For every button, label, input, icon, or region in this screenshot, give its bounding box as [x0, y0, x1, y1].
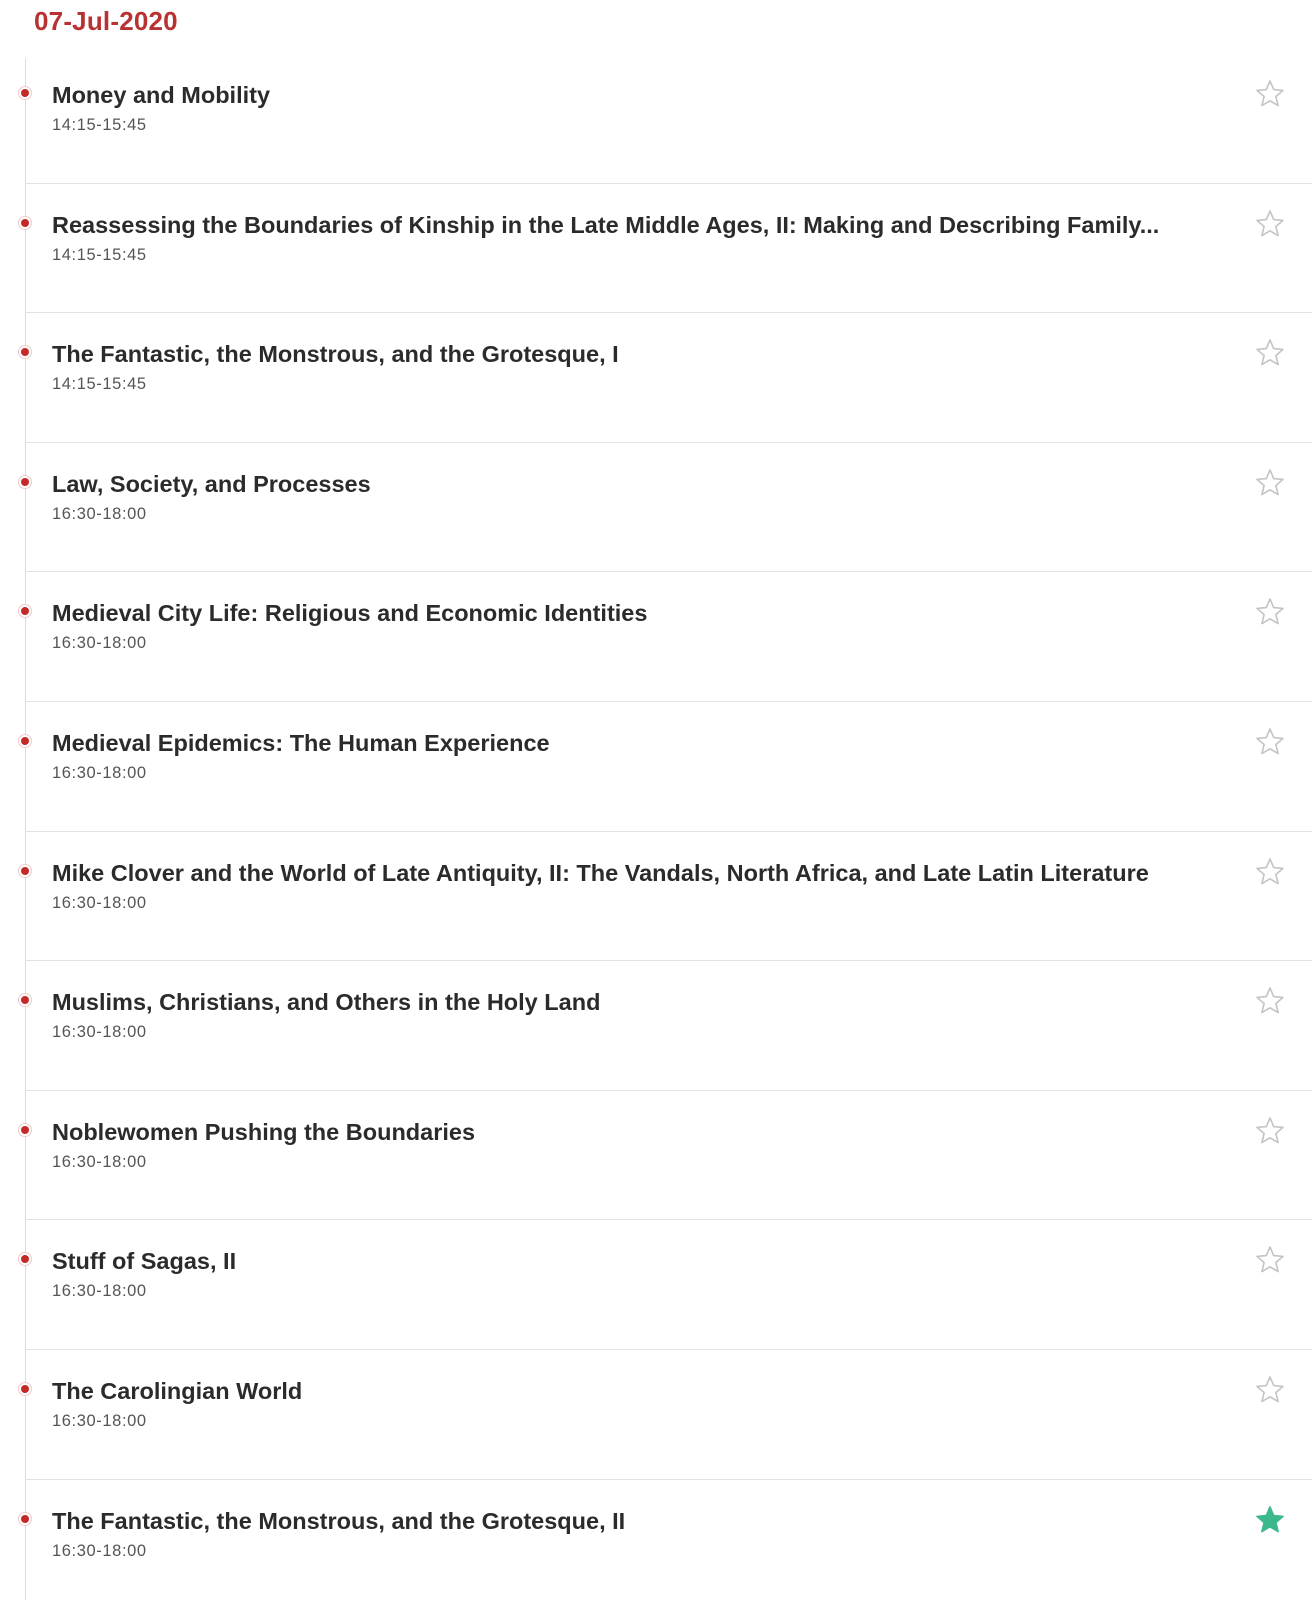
- session-time: 14:15-15:45: [52, 116, 147, 134]
- favorite-star-icon[interactable]: [1254, 985, 1286, 1017]
- session-time: 16:30-18:00: [52, 1411, 147, 1430]
- session-time: 16:30-18:00: [52, 893, 147, 912]
- favorite-star-icon[interactable]: [1254, 856, 1286, 888]
- date-header: 07-Jul-2020: [34, 6, 178, 36]
- session-title: Muslims, Christians, and Others in the Holy Land: [52, 989, 601, 1016]
- favorite-star-icon[interactable]: [1254, 726, 1286, 758]
- favorite-star-icon[interactable]: [1254, 596, 1286, 628]
- session-title: Reassessing the Boundaries of Kinship in the Late Middle Ages, II: Making and Describing Family...: [52, 211, 1160, 238]
- favorite-star-icon[interactable]: [1254, 467, 1286, 499]
- timeline-dot-icon: [21, 1515, 29, 1523]
- session-time: 14:15-15:45: [52, 245, 147, 264]
- session-row[interactable]: [26, 572, 1312, 702]
- session-time: 16:30-18:00: [52, 634, 147, 653]
- session-title: The Fantastic, the Monstrous, and the Grotesque, I: [52, 341, 619, 368]
- favorite-star-icon[interactable]: [1254, 1244, 1286, 1276]
- session-time: 14:15-15:45: [52, 375, 147, 394]
- timeline-dot-icon: [21, 607, 29, 615]
- session-time: 16:30-18:00: [52, 1541, 147, 1560]
- timeline-dot-icon: [21, 867, 29, 875]
- session-row[interactable]: [26, 1091, 1312, 1221]
- favorite-star-icon[interactable]: [1254, 1115, 1286, 1147]
- session-row[interactable]: [26, 702, 1312, 832]
- timeline-dot-icon: [21, 996, 29, 1004]
- favorite-star-icon[interactable]: [1254, 1504, 1286, 1536]
- session-time: 16:30-18:00: [52, 1152, 147, 1171]
- session-title: Money and Mobility: [52, 82, 271, 108]
- session-row[interactable]: [26, 1350, 1312, 1480]
- timeline-dot-icon: [21, 1385, 29, 1393]
- session-title: Mike Clover and the World of Late Antiquity, II: The Vandals, North Africa, and Late Latin Literature: [52, 859, 1149, 886]
- favorite-star-icon[interactable]: [1254, 337, 1286, 369]
- timeline-dot-icon: [21, 348, 29, 356]
- session-time: 16:30-18:00: [52, 763, 147, 782]
- session-row[interactable]: [26, 961, 1312, 1091]
- session-time: 16:30-18:00: [52, 1282, 147, 1301]
- timeline-dot-icon: [21, 1126, 29, 1134]
- favorite-star-icon[interactable]: [1254, 78, 1286, 110]
- timeline-dot-icon: [21, 219, 29, 227]
- session-title: The Carolingian World: [52, 1377, 303, 1404]
- session-title: Law, Society, and Processes: [52, 470, 371, 497]
- session-title: Medieval City Life: Religious and Economic Identities: [52, 600, 648, 627]
- session-title: Noblewomen Pushing the Boundaries: [52, 1118, 476, 1145]
- favorite-star-icon[interactable]: [1254, 1374, 1286, 1406]
- timeline-dot-icon: [21, 737, 29, 745]
- session-title: Medieval Epidemics: The Human Experience: [52, 729, 550, 756]
- session-list: [26, 54, 1312, 1609]
- session-row[interactable]: [26, 1480, 1312, 1609]
- timeline-dot-icon: [21, 89, 29, 97]
- session-title: Stuff of Sagas, II: [52, 1248, 237, 1275]
- session-title: The Fantastic, the Monstrous, and the Grotesque, II: [52, 1507, 626, 1534]
- session-row[interactable]: [26, 832, 1312, 962]
- session-row[interactable]: [26, 1220, 1312, 1350]
- favorite-star-icon[interactable]: [1254, 208, 1286, 240]
- session-row[interactable]: [26, 54, 1312, 184]
- session-row[interactable]: [26, 184, 1312, 314]
- session-row[interactable]: [26, 313, 1312, 443]
- session-time: 16:30-18:00: [52, 1023, 147, 1042]
- timeline-dot-icon: [21, 478, 29, 486]
- timeline-dot-icon: [21, 1255, 29, 1263]
- session-row[interactable]: [26, 443, 1312, 573]
- session-time: 16:30-18:00: [52, 504, 147, 523]
